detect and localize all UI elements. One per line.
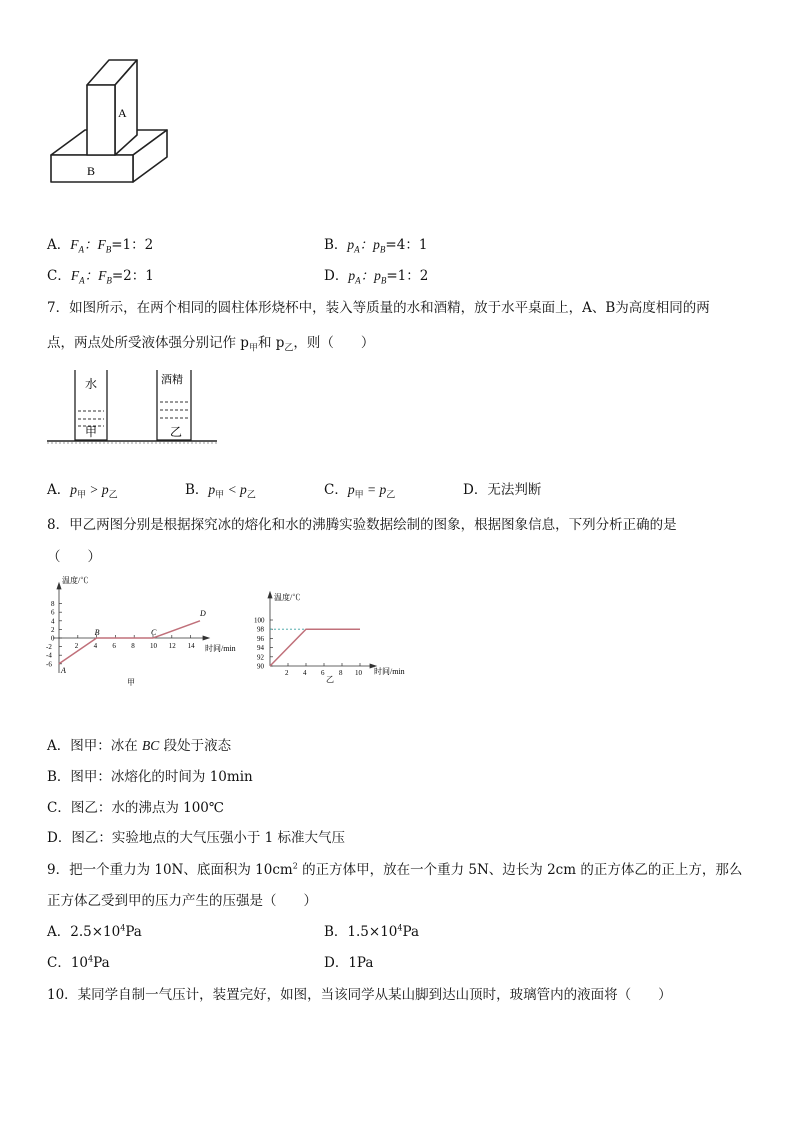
q8-option-d[interactable]: D．图乙：实验地点的大气压强小于 1 标准大气压 bbox=[47, 830, 345, 846]
yi-ytick-label: 96 bbox=[257, 634, 264, 643]
q7-option-c[interactable]: C．$p_甲 = p_乙$ bbox=[324, 482, 396, 501]
jia-point-label: D bbox=[200, 608, 206, 618]
alcohol-label: 酒精 bbox=[161, 374, 183, 386]
q7-option-b[interactable]: B．$p_甲 < p_乙$ bbox=[185, 482, 256, 501]
jia-point-label: A bbox=[61, 665, 66, 675]
jia-xtick-label: 10 bbox=[150, 642, 157, 650]
jia-series-line bbox=[59, 621, 200, 664]
yi-xlabel: 时间/min bbox=[374, 667, 405, 676]
yi-ytick-label: 92 bbox=[257, 653, 264, 662]
q10-stem-line1: 10．某同学自制一气压计，装置完好，如图，当该同学从某山脚到达山顶时，玻璃管内的液面将（ ） bbox=[47, 987, 672, 1003]
jia-xlabel: 时间/min bbox=[205, 644, 236, 653]
jia-title: 甲 bbox=[127, 678, 135, 687]
yi-ylabel: 温度/℃ bbox=[274, 593, 301, 602]
q7-stem-line1: 7．如图所示，在两个相同的圆柱体形烧杯中，装入等质量的水和酒精，放于水平桌面上，A、B为高度相同的两 bbox=[47, 300, 710, 316]
jia-xtick-label: 6 bbox=[112, 642, 116, 650]
yi-xtick-label: 6 bbox=[321, 669, 325, 677]
jia-point-label: B bbox=[94, 628, 100, 637]
yi-xtick-label: 10 bbox=[355, 669, 362, 677]
yi-xtick-label: 8 bbox=[339, 669, 343, 677]
yi-title: 乙 bbox=[326, 675, 334, 684]
jia-ytick-label: 6 bbox=[51, 608, 55, 617]
jia-ytick-label: 8 bbox=[51, 600, 55, 609]
q7-stem-line2: 点，两点处所受液体强分别记作 $p_甲$和 $p_乙$，则（ ） bbox=[47, 335, 375, 354]
q9-option-d[interactable]: D．1Pa bbox=[324, 955, 374, 971]
q9-stem-line2: 正方体乙受到甲的压力产生的压强是（ ） bbox=[47, 893, 317, 909]
jia-xtick-label: 14 bbox=[187, 642, 195, 650]
jia-ylabel: 温度/℃ bbox=[62, 576, 89, 585]
yi-label: 乙 bbox=[170, 425, 183, 439]
q8-option-b[interactable]: B．图甲：冰熔化的时间为 10min bbox=[47, 769, 253, 785]
jia-xtick-label: 2 bbox=[74, 642, 79, 650]
q8-stem-line2: （ ） bbox=[47, 549, 101, 565]
q9-option-b[interactable]: B．$1.5\times 10^4Pa$ bbox=[324, 923, 420, 940]
q8-option-c[interactable]: C．图乙：水的沸点为 100℃ bbox=[47, 800, 224, 816]
q8-option-a[interactable]: A．图甲：冰在 BC 段处于液态 bbox=[47, 738, 232, 754]
q6-option-b[interactable]: B．$p_A$：$p_B=4$：1 bbox=[324, 237, 428, 255]
jia-xtick-label: 12 bbox=[168, 642, 176, 650]
yi-xtick-label: 4 bbox=[303, 669, 307, 677]
label-a: A bbox=[118, 106, 127, 120]
jia-ytick-label: -6 bbox=[46, 660, 52, 669]
yi-xtick-label: 2 bbox=[285, 669, 289, 677]
jia-ytick-label: 0 bbox=[51, 634, 55, 643]
jia-ytick-label: -4 bbox=[46, 651, 52, 660]
q9-stem-line1: 9．把一个重力为 10N、底面积为 $10cm^2$ 的正方体甲，放在一个重力 5N、边长为 2cm 的正方体乙的正上方，那么 bbox=[47, 861, 743, 878]
q6-option-d[interactable]: D．$p_A$：$p_B=1$：2 bbox=[324, 268, 429, 286]
beakers-figure bbox=[45, 366, 220, 454]
yi-ytick-label: 100 bbox=[254, 616, 265, 625]
q9-option-c[interactable]: C．$10^4Pa$ bbox=[47, 954, 110, 971]
q7-option-a[interactable]: A．$p_甲 > p_乙$ bbox=[47, 482, 118, 501]
q9-option-a[interactable]: A．$2.5\times 10^4Pa$ bbox=[47, 923, 142, 940]
jia-label: 甲 bbox=[85, 425, 98, 439]
yi-series-line bbox=[270, 629, 360, 666]
jia-xtick-label: 4 bbox=[93, 642, 98, 650]
jia-ytick-label: 4 bbox=[51, 617, 55, 626]
label-b: B bbox=[87, 164, 96, 178]
q6-option-a[interactable]: A．$F_A$：$F_B=1$：2 bbox=[47, 237, 154, 255]
jia-point-label: C bbox=[151, 628, 157, 637]
chart-jia bbox=[45, 573, 245, 691]
jia-ytick-label: -2 bbox=[46, 643, 52, 652]
jia-xtick-label: 8 bbox=[131, 642, 135, 650]
chart-yi bbox=[252, 590, 422, 690]
q8-stem-line1: 8．甲乙两图分别是根据探究冰的熔化和水的沸腾实验数据绘制的图象，根据图象信息，下列分析正确的是 bbox=[47, 517, 677, 533]
blocks-figure bbox=[45, 55, 180, 190]
yi-ytick-label: 98 bbox=[257, 625, 264, 634]
water-label: 水 bbox=[85, 377, 98, 391]
jia-ytick-label: 2 bbox=[51, 625, 55, 634]
yi-ytick-label: 94 bbox=[257, 644, 264, 653]
q6-option-c[interactable]: C．$F_A$：$F_B=2$：1 bbox=[47, 268, 154, 286]
q7-option-d[interactable]: D．无法判断 bbox=[463, 482, 542, 498]
yi-ytick-label: 90 bbox=[257, 662, 264, 671]
